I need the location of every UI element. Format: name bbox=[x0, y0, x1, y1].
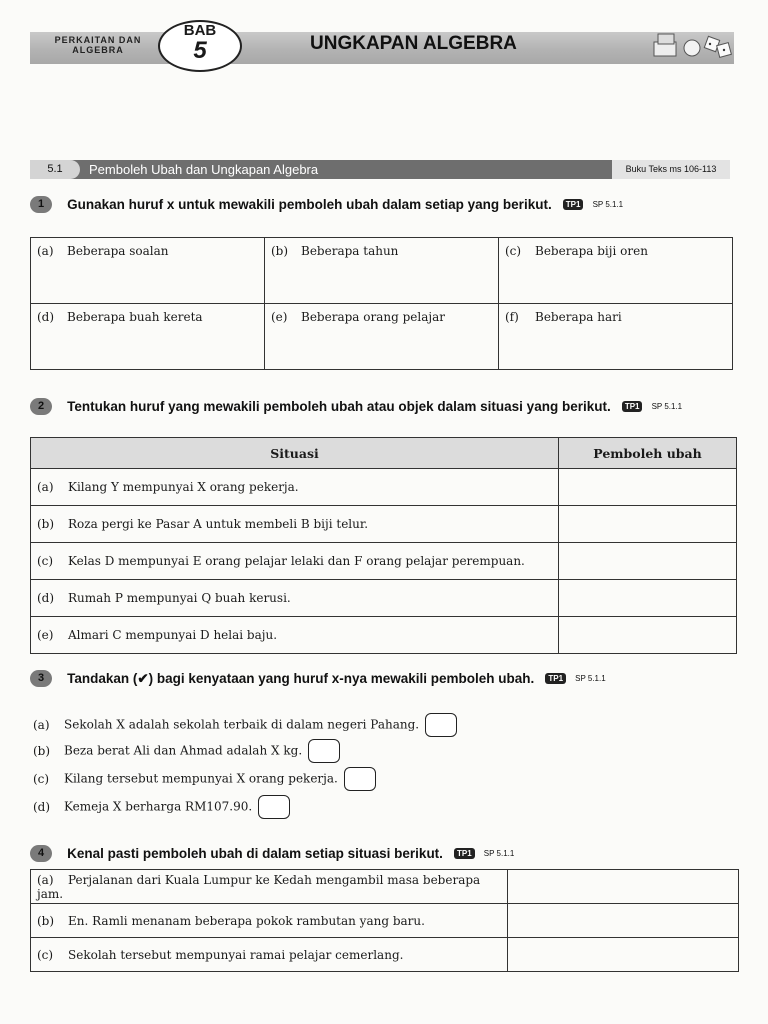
table-header-row bbox=[31, 438, 737, 469]
table-row bbox=[31, 938, 739, 972]
question-text: Kenal pasti pemboleh ubah di dalam setiap situasi berikut. bbox=[67, 846, 443, 861]
answer-cell[interactable] bbox=[31, 304, 265, 370]
item-text: Kemeja X berharga RM107.90. bbox=[64, 799, 253, 814]
chapter-badge-label: BAB bbox=[183, 22, 217, 39]
tick-box[interactable] bbox=[308, 739, 340, 763]
header-decoration-icon bbox=[650, 28, 734, 62]
item-label: (f) bbox=[505, 310, 519, 324]
question-text: Tandakan (✔) bagi kenyataan yang huruf x-nya mewakili pemboleh ubah. bbox=[67, 670, 535, 686]
tp-badge: TP1 bbox=[622, 401, 643, 412]
item-label: (d) bbox=[37, 310, 55, 324]
item-label: (b) bbox=[271, 244, 289, 258]
row-text: En. Ramli menanam beberapa pokok rambutan yang baru. bbox=[68, 913, 425, 928]
answer-cell[interactable] bbox=[559, 580, 737, 617]
row-text: Sekolah tersebut mempunyai ramai pelajar cemerlang. bbox=[68, 947, 404, 962]
column-header-variable: Pemboleh ubah bbox=[559, 438, 737, 469]
topic-label bbox=[38, 35, 158, 55]
item-text: Beberapa buah kereta bbox=[67, 310, 203, 324]
answer-cell[interactable] bbox=[499, 304, 733, 370]
tick-box[interactable] bbox=[258, 795, 290, 819]
question-number: 1 bbox=[30, 196, 52, 213]
topic-line-1: PERKAITAN DAN bbox=[54, 35, 142, 45]
chapter-badge bbox=[158, 20, 242, 72]
situation-cell bbox=[31, 617, 559, 654]
row-label: (e) bbox=[37, 628, 54, 642]
row-label: (a) bbox=[37, 480, 54, 494]
sp-code: SP 5.1.1 bbox=[575, 674, 606, 683]
row-label: (c) bbox=[37, 947, 54, 962]
answer-cell[interactable] bbox=[265, 238, 499, 304]
answer-cell[interactable] bbox=[265, 304, 499, 370]
answer-cell[interactable] bbox=[559, 543, 737, 580]
item-text: Beberapa orang pelajar bbox=[301, 310, 445, 324]
situation-cell bbox=[31, 904, 508, 938]
table-row bbox=[31, 469, 737, 506]
item-label: (d) bbox=[33, 799, 51, 814]
sp-code: SP 5.1.1 bbox=[483, 849, 515, 858]
row-text: Kilang Y mempunyai X orang pekerja. bbox=[68, 480, 299, 494]
statement-item bbox=[33, 713, 457, 737]
question-number: 2 bbox=[30, 398, 52, 415]
tick-box[interactable] bbox=[425, 713, 457, 737]
tp-badge: TP1 bbox=[454, 848, 475, 859]
row-text: Perjalanan dari Kuala Lumpur ke Kedah mengambil masa beberapa jam. bbox=[37, 872, 481, 901]
item-label: (e) bbox=[271, 310, 288, 324]
item-text: Beza berat Ali dan Ahmad adalah X kg. bbox=[64, 743, 303, 758]
question-1-heading bbox=[30, 194, 623, 214]
item-label: (a) bbox=[37, 244, 54, 258]
question-text: Tentukan huruf yang mewakili pemboleh ubah atau objek dalam situasi yang berikut. bbox=[67, 399, 611, 414]
item-text: Beberapa tahun bbox=[301, 244, 399, 258]
chapter-number: 5 bbox=[193, 37, 207, 64]
item-text: Beberapa soalan bbox=[67, 244, 169, 258]
situation-cell bbox=[31, 870, 508, 904]
item-text: Sekolah X adalah sekolah terbaik di dalam negeri Pahang. bbox=[64, 717, 420, 732]
question-number: 4 bbox=[30, 845, 52, 862]
situation-cell bbox=[31, 543, 559, 580]
question-3-heading bbox=[30, 668, 606, 688]
row-text: Rumah P mempunyai Q buah kerusi. bbox=[68, 591, 291, 605]
statement-item bbox=[33, 795, 290, 819]
tp-badge: TP1 bbox=[563, 199, 584, 210]
table-row bbox=[31, 617, 737, 654]
item-text: Beberapa hari bbox=[535, 310, 622, 324]
question-2-heading bbox=[30, 396, 682, 416]
row-text: Kelas D mempunyai E orang pelajar lelaki dan F orang pelajar perempuan. bbox=[68, 554, 525, 568]
sp-code: SP 5.1.1 bbox=[651, 402, 683, 411]
textbook-reference: Buku Teks ms 106-113 bbox=[612, 160, 730, 179]
table-row bbox=[31, 580, 737, 617]
item-label: (c) bbox=[505, 244, 522, 258]
row-label: (c) bbox=[37, 554, 54, 568]
situation-cell bbox=[31, 580, 559, 617]
sp-code: SP 5.1.1 bbox=[592, 200, 624, 209]
table-row bbox=[31, 870, 739, 904]
answer-cell[interactable] bbox=[559, 469, 737, 506]
question-1-grid bbox=[30, 237, 733, 370]
item-label: (a) bbox=[33, 717, 50, 732]
chapter-title: UNGKAPAN ALGEBRA bbox=[310, 33, 517, 54]
section-title: Pemboleh Ubah dan Ungkapan Algebra bbox=[89, 162, 319, 177]
table-row bbox=[31, 506, 737, 543]
table-row bbox=[31, 904, 739, 938]
section-bar bbox=[30, 160, 730, 179]
answer-cell[interactable] bbox=[559, 617, 737, 654]
answer-cell[interactable] bbox=[559, 506, 737, 543]
question-4-heading bbox=[30, 843, 514, 863]
statement-item bbox=[33, 739, 340, 763]
row-label: (b) bbox=[37, 913, 55, 928]
answer-cell[interactable] bbox=[31, 238, 265, 304]
answer-cell[interactable] bbox=[508, 870, 739, 904]
situation-cell bbox=[31, 469, 559, 506]
tick-box[interactable] bbox=[344, 767, 376, 791]
column-header-situation: Situasi bbox=[31, 438, 559, 469]
table-row bbox=[31, 543, 737, 580]
question-number: 3 bbox=[30, 670, 52, 687]
topic-line-2: ALGEBRA bbox=[72, 45, 124, 55]
row-label: (a) bbox=[37, 872, 54, 887]
item-label: (b) bbox=[33, 743, 51, 758]
row-text: Roza pergi ke Pasar A untuk membeli B biji telur. bbox=[68, 517, 369, 531]
question-text: Gunakan huruf x untuk mewakili pemboleh ubah dalam setiap yang berikut. bbox=[67, 197, 552, 212]
situation-cell bbox=[31, 938, 508, 972]
chapter-header bbox=[30, 20, 734, 70]
row-text: Almari C mempunyai D helai baju. bbox=[68, 628, 278, 642]
situation-cell bbox=[31, 506, 559, 543]
question-4-table bbox=[30, 869, 739, 972]
answer-cell[interactable] bbox=[508, 904, 739, 938]
tp-badge: TP1 bbox=[545, 673, 566, 684]
section-number: 5.1 bbox=[30, 160, 80, 179]
row-label: (d) bbox=[37, 591, 55, 605]
item-text: Kilang tersebut mempunyai X orang pekerja. bbox=[64, 771, 338, 786]
answer-cell[interactable] bbox=[499, 238, 733, 304]
answer-cell[interactable] bbox=[508, 938, 739, 972]
statement-item bbox=[33, 767, 376, 791]
row-label: (b) bbox=[37, 517, 55, 531]
item-text: Beberapa biji oren bbox=[535, 244, 648, 258]
item-label: (c) bbox=[33, 771, 50, 786]
question-2-table bbox=[30, 437, 737, 654]
